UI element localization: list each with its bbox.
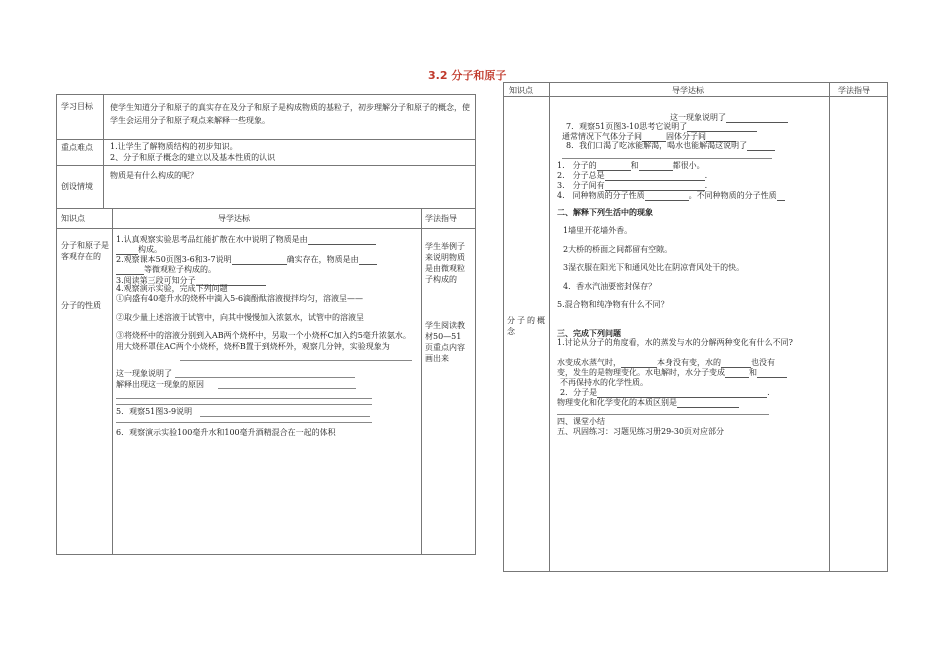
scene-text: 物质是有什么构成的呢？ [110,171,198,180]
guide-line-1: 1.认真观察实验思考品红能扩散在水中说明了物质是由 [116,234,376,245]
header-knowledge: 知识点 [61,214,85,223]
explain-1: 1墙里开花墙外香。 [563,226,633,235]
explain-5: 5.混合物和纯净物有什么不同？ [557,300,669,309]
question-1d: 不再保持水的化学性质。 [560,378,648,387]
guide-step-1: ①向盛有40毫升水的烧杯中滴入5-6滴酚酞溶液搅拌均匀，溶液呈—— [116,294,364,303]
method-a: 学生举例子来说明物质是由微观粒子构成的 [425,242,465,284]
prop-1: 1. 分子的 和 都很小。 [557,161,705,170]
prop-4: 4. 同种物质的分子性质 。不同种物质的分子性质 [557,190,785,201]
explain-4: 4．香水汽油要密封保存？ [563,282,657,291]
knowledge-exist: 分子和原子是客观存在的 [61,241,109,261]
prop-2: 2. 分子总是 . [557,171,708,180]
question-1c: 变，发生的是物理变化。水电解时，水分子变成 和 [557,367,787,378]
scene-label: 创设情境 [61,182,93,191]
guide-reason: 解释出现这一现象的原因 [116,380,204,389]
section-5-practice: 五、巩固练习：习题见练习册29-30页对应部分 [557,427,725,436]
guide-line-1b: 构成。 [116,244,162,255]
section-4-summary: 四、课堂小结 [557,417,605,426]
focus-item-2: 2、分子和原子概念的建立以及基本性质的认识 [110,153,276,162]
page-title: 3.2 分子和原子 [428,69,507,82]
section-2-heading: 二、解释下列生活中的现象 [557,208,653,217]
r-header-guide: 导学达标 [672,86,704,95]
header-guide: 导学达标 [218,214,250,223]
r-header-method: 学法指导 [838,86,870,95]
focus-item-1: 1.让学生了解物质结构的初步知识。 [110,142,238,151]
r-line-8: 8．我们口渴了吃冰能解渴，喝水也能解渴这说明了 [566,140,775,151]
r-header-knowledge: 知识点 [509,86,533,95]
prop-3: 3. 分子间有 . [557,181,708,190]
question-1b: 水变成水蒸气时， 本身没有变，水的 也没有 [557,358,775,367]
r-line-0: 这一现象说明了 [670,112,788,123]
guide-line-4: 4.观察演示实验，完成下列问题 [116,284,228,293]
r-knowledge: 分子的概念 [507,316,547,336]
explain-2: 2大桥的桥面之间都留有空隙。 [563,245,673,254]
focus-label: 重点难点 [61,143,93,152]
guide-conclusion: 这一现象说明了 [116,369,172,378]
r-line-7: 7．观察51页图3-10思考它说明了 [566,121,757,132]
question-3: 物理变化和化学变化的本质区别是 [557,397,739,408]
method-b: 学生阅读教材50—51页重点内容画出来 [425,321,465,363]
guide-step-2: ②取少量上述溶液于试管中，向其中慢慢加入浓氨水，试管中的溶液呈 [116,313,364,322]
guide-line-2: 2.观察课本50页图3-6和3-7说明 确实存在，物质是由 [116,254,377,265]
guide-line-5: 5．观察51图3-9说明 [116,407,193,416]
guide-line-3: 3.阅读第三段可知分子 [116,275,266,286]
question-1: 1.讨论从分子的角度看，水的蒸发与水的分解两种变化有什么不同? [557,338,793,347]
guide-line-6: 6．观察演示实验100毫升水和100毫升酒精混合在一起的体积 [116,428,336,437]
goal-label: 学习目标 [61,102,93,111]
goal-text: 使学生知道分子和原子的真实存在及分子和原子是构成物质的基粒子，初步理解分子和原子的概念，使学生会运用分子和原子观点来解释一些现象。 [110,103,470,125]
explain-3: 3湿衣服在阳光下和通风处比在阴凉背风处干的快。 [563,263,745,272]
guide-step-3: ③将烧杯中的溶液分别到入AB两个烧杯中，另取一个小烧杯C加入约5毫升浓氨水。用大烧杯罩住AC两个小烧杯，烧杯B置于到烧杯外，观察几分钟，实验现象为 [116,331,411,351]
guide-line-2b: 等微观粒子构成的。 [116,264,216,275]
question-2: 2．分子是 . [560,388,770,397]
header-method: 学法指导 [425,214,457,223]
section-3-heading: 三、完成下列问题 [557,329,621,338]
r-line-7b: 通常情况下气体分子间 固体分子间 [562,131,736,142]
knowledge-properties: 分子的性质 [61,301,101,310]
